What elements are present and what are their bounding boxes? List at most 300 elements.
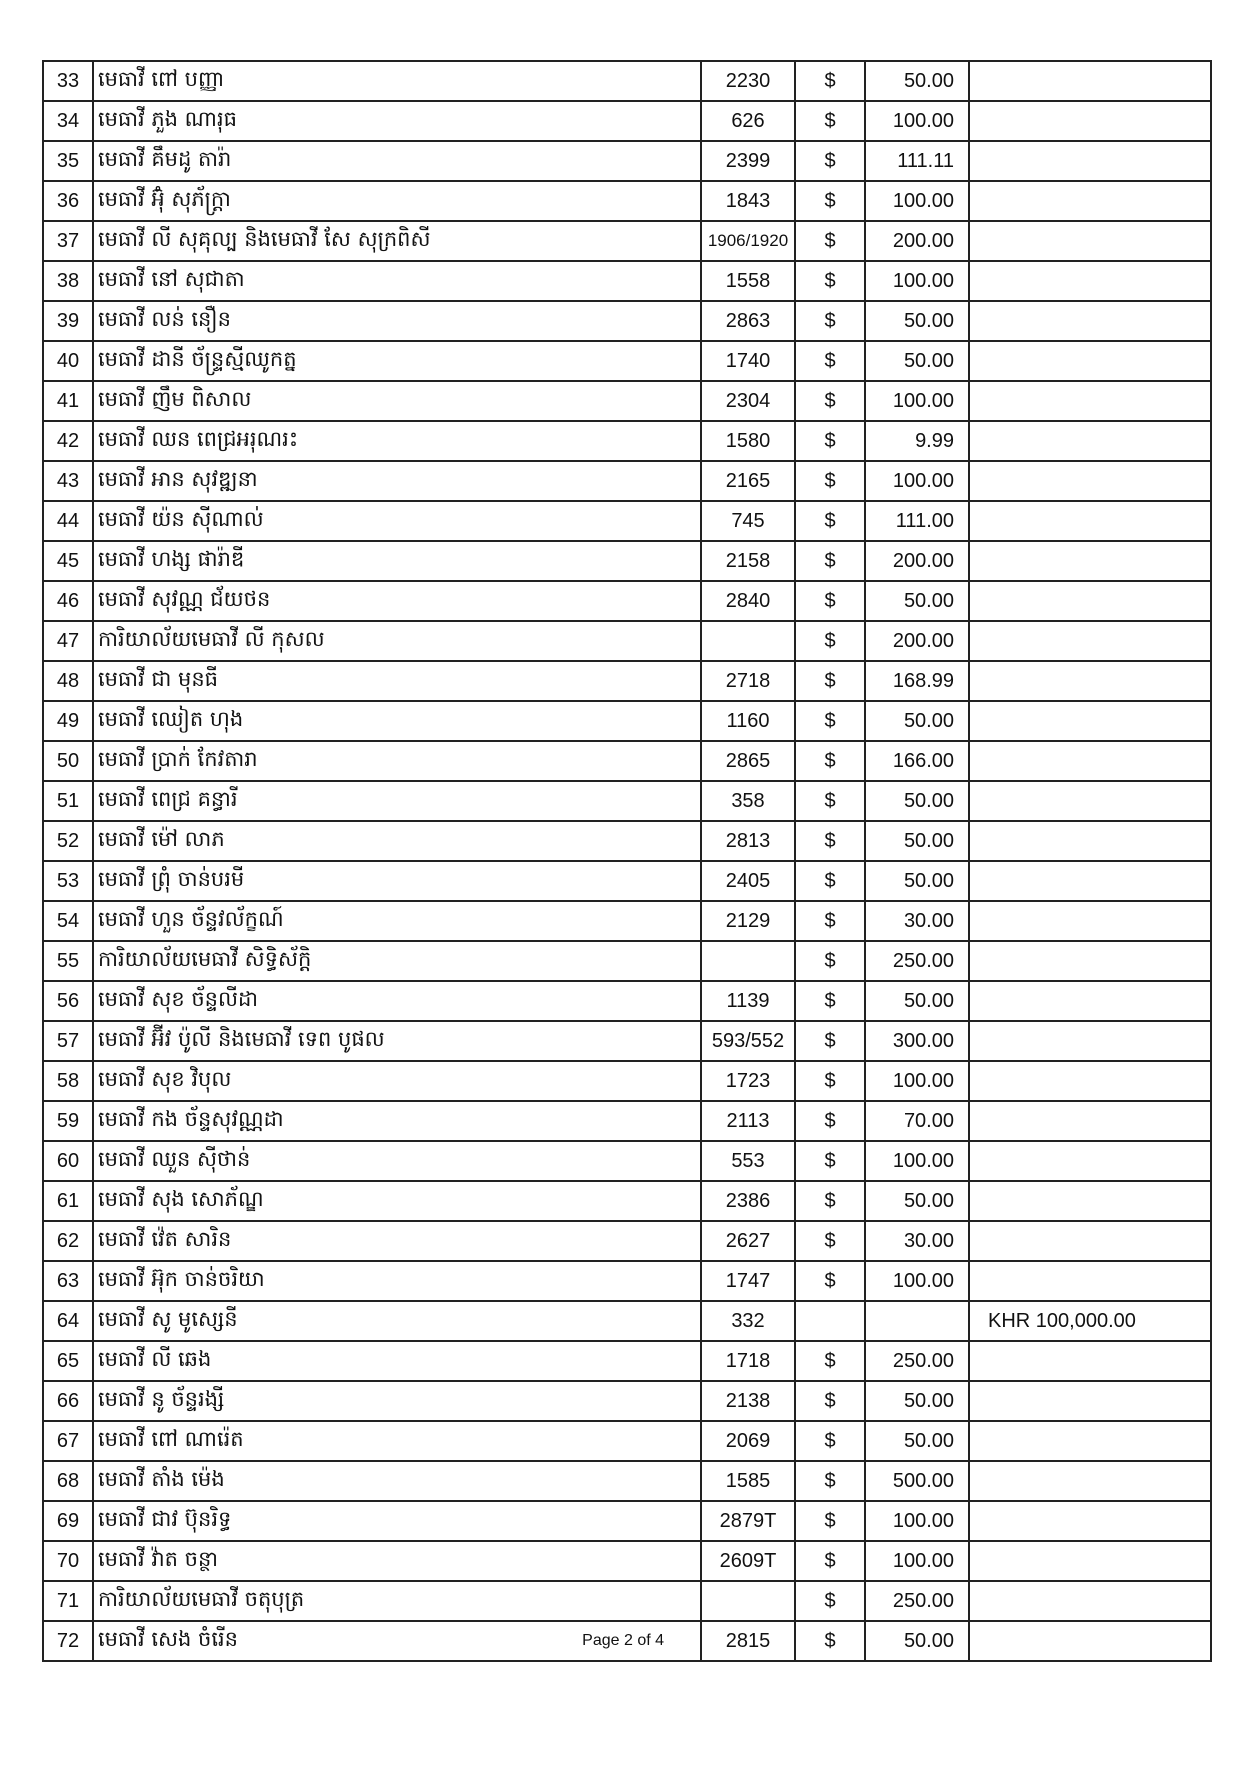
currency-symbol-text: $ — [824, 989, 836, 1012]
amount-khr — [969, 1021, 1211, 1061]
table-row — [43, 261, 1211, 301]
member-code — [701, 501, 795, 541]
lawyer-name — [93, 1021, 701, 1061]
amount-khr — [969, 1261, 1211, 1301]
amount-usd-text: 50.00 — [903, 869, 954, 892]
currency-symbol-text: $ — [824, 1269, 836, 1292]
amount-usd-text: 100.00 — [892, 189, 954, 212]
currency-symbol-text: $ — [824, 1429, 836, 1452]
member-code-text: 1723 — [725, 1069, 771, 1092]
row-number — [43, 1621, 93, 1661]
amount-usd-text: 70.00 — [903, 1109, 954, 1132]
amount-usd — [865, 1101, 969, 1141]
amount-khr — [969, 1381, 1211, 1421]
amount-khr — [969, 141, 1211, 181]
row-number — [43, 1381, 93, 1421]
amount-usd-text: 30.00 — [903, 1229, 954, 1252]
amount-usd-text: 50.00 — [903, 1189, 954, 1212]
lawyer-name — [93, 1461, 701, 1501]
currency-symbol — [795, 341, 865, 381]
row-number-text: 60 — [56, 1149, 80, 1172]
lawyer-name-text: មេធាវី ពៅ ណារ៉េត — [98, 1426, 244, 1451]
table-row — [43, 661, 1211, 701]
member-code — [701, 621, 795, 661]
member-code-text: 1558 — [725, 269, 771, 292]
member-code-text: 2069 — [725, 1429, 771, 1452]
row-number — [43, 301, 93, 341]
row-number-text: 58 — [56, 1069, 80, 1092]
currency-symbol — [795, 1101, 865, 1141]
row-number-text: 52 — [56, 829, 80, 852]
lawyer-name-text: ការិយាល័យមេធាវី លី កុសល — [98, 626, 325, 651]
lawyer-name — [93, 1261, 701, 1301]
table-row — [43, 861, 1211, 901]
row-number — [43, 261, 93, 301]
lawyer-name — [93, 1541, 701, 1581]
currency-symbol — [795, 1461, 865, 1501]
row-number — [43, 541, 93, 581]
currency-symbol — [795, 1541, 865, 1581]
amount-usd-text: 250.00 — [892, 1349, 954, 1372]
member-code-text: 1160 — [726, 709, 770, 732]
row-number — [43, 1221, 93, 1261]
table-row — [43, 1421, 1211, 1461]
row-number-text: 53 — [56, 869, 80, 892]
row-number-text: 62 — [56, 1229, 80, 1252]
currency-symbol — [795, 781, 865, 821]
currency-symbol — [795, 701, 865, 741]
lawyer-name — [93, 1421, 701, 1461]
row-number-text: 44 — [56, 509, 80, 532]
table-row — [43, 1341, 1211, 1381]
row-number — [43, 1541, 93, 1581]
currency-symbol-text: $ — [824, 1589, 836, 1612]
lawyer-name-text: មេធាវី លន់ នឿន — [98, 306, 231, 331]
lawyer-name — [93, 1501, 701, 1541]
member-code-text: 2863 — [725, 309, 771, 332]
currency-symbol-text: $ — [824, 1469, 836, 1492]
amount-usd — [865, 1061, 969, 1101]
table-row — [43, 781, 1211, 821]
lawyer-name — [93, 341, 701, 381]
row-number-text: 71 — [56, 1589, 80, 1612]
row-number-text: 41 — [56, 389, 80, 412]
currency-symbol-text: $ — [824, 549, 836, 572]
amount-khr — [969, 1541, 1211, 1581]
amount-khr — [969, 501, 1211, 541]
member-code — [701, 1461, 795, 1501]
amount-usd-text: 200.00 — [892, 629, 954, 652]
amount-usd — [865, 621, 969, 661]
lawyer-name-text: មេធាវី ជាវ ប៊ុនរិទ្ធ — [98, 1506, 232, 1531]
lawyer-name — [93, 861, 701, 901]
amount-usd — [865, 181, 969, 221]
lawyer-name — [93, 981, 701, 1021]
table-row — [43, 1221, 1211, 1261]
row-number — [43, 581, 93, 621]
row-number — [43, 141, 93, 181]
amount-khr — [969, 821, 1211, 861]
lawyer-name — [93, 1581, 701, 1621]
amount-khr — [969, 261, 1211, 301]
member-code-text: 1718 — [725, 1349, 771, 1372]
currency-symbol — [795, 461, 865, 501]
table-row — [43, 501, 1211, 541]
member-code — [701, 1261, 795, 1301]
currency-symbol — [795, 661, 865, 701]
currency-symbol-text: $ — [824, 589, 836, 612]
amount-usd-text: 100.00 — [892, 1269, 954, 1292]
row-number-text: 67 — [56, 1429, 80, 1452]
amount-usd — [865, 501, 969, 541]
table-row — [43, 1261, 1211, 1301]
amount-khr — [969, 1101, 1211, 1141]
amount-khr — [969, 981, 1211, 1021]
member-code — [701, 1101, 795, 1141]
member-code — [701, 1221, 795, 1261]
table-row — [43, 941, 1211, 981]
row-number-text: 45 — [56, 549, 80, 572]
lawyer-name — [93, 181, 701, 221]
lawyer-name — [93, 741, 701, 781]
member-code — [701, 221, 795, 261]
amount-usd-text: 250.00 — [892, 949, 954, 972]
member-code — [701, 181, 795, 221]
lawyer-name — [93, 821, 701, 861]
currency-symbol — [795, 301, 865, 341]
row-number-text: 40 — [56, 349, 80, 372]
currency-symbol — [795, 1221, 865, 1261]
currency-symbol-text: $ — [824, 429, 836, 452]
amount-usd-text: 300.00 — [892, 1029, 954, 1052]
currency-symbol-text: $ — [824, 189, 836, 212]
amount-khr — [969, 1181, 1211, 1221]
currency-symbol-text: $ — [824, 1229, 836, 1252]
amount-khr — [969, 941, 1211, 981]
member-code — [701, 1541, 795, 1581]
member-code-text: 2399 — [725, 149, 771, 172]
table-row — [43, 1581, 1211, 1621]
row-number — [43, 1581, 93, 1621]
lawyer-name — [93, 461, 701, 501]
amount-usd-text: 100.00 — [892, 1149, 954, 1172]
amount-usd-text: 50.00 — [903, 309, 954, 332]
row-number-text: 68 — [56, 1469, 80, 1492]
amount-usd — [865, 1581, 969, 1621]
row-number-text: 70 — [56, 1549, 80, 1572]
currency-symbol — [795, 381, 865, 421]
lawyer-name — [93, 901, 701, 941]
amount-khr — [969, 1461, 1211, 1501]
currency-symbol-text: $ — [824, 389, 836, 412]
currency-symbol-text: $ — [824, 1549, 836, 1572]
amount-usd-text: 100.00 — [892, 109, 954, 132]
table-row — [43, 1461, 1211, 1501]
amount-khr — [969, 381, 1211, 421]
currency-symbol — [795, 1341, 865, 1381]
table-row — [43, 541, 1211, 581]
amount-usd — [865, 741, 969, 781]
amount-khr — [969, 421, 1211, 461]
amount-usd — [865, 861, 969, 901]
row-number — [43, 861, 93, 901]
row-number-text: 46 — [56, 589, 80, 612]
table-row — [43, 1621, 1211, 1661]
lawyer-name-text: មេធាវី ហង្ស ផារ៉ាឌី — [98, 546, 245, 571]
lawyer-name — [93, 1221, 701, 1261]
row-number — [43, 1421, 93, 1461]
row-number — [43, 1061, 93, 1101]
currency-symbol-text: $ — [824, 629, 836, 652]
row-number-text: 39 — [56, 309, 80, 332]
lawyer-name-text: មេធាវី វ៉ាត ចន្ថា — [98, 1546, 218, 1571]
table-row — [43, 421, 1211, 461]
row-number-text: 35 — [56, 149, 80, 172]
lawyer-name-text: មេធាវី ព្រុំ ចាន់បរមី — [98, 866, 245, 891]
amount-usd-text: 50.00 — [903, 829, 954, 852]
amount-usd-text: 168.99 — [892, 669, 954, 692]
member-code — [701, 61, 795, 101]
currency-symbol-text: $ — [824, 229, 836, 252]
member-code-text: 358 — [731, 789, 765, 812]
amount-usd-text: 50.00 — [903, 1629, 954, 1652]
table-row — [43, 221, 1211, 261]
amount-usd-text: 50.00 — [903, 349, 954, 372]
table-row — [43, 1541, 1211, 1581]
currency-symbol-text: $ — [824, 109, 836, 132]
lawyer-name-text: មេធាវី ញឹម ពិសាល — [98, 386, 252, 411]
member-code — [701, 1381, 795, 1421]
amount-khr — [969, 781, 1211, 821]
currency-symbol-text: $ — [824, 1069, 836, 1092]
member-code-text: 1585 — [725, 1469, 771, 1492]
lawyer-name-text: មេធាវី ហួន ច័ន្ទវល័ក្ខណ៍ — [98, 906, 284, 931]
amount-khr — [969, 341, 1211, 381]
amount-usd-text: 50.00 — [903, 69, 954, 92]
lawyer-name-text: មេធាវី កង ច័ន្ទសុវណ្ណដា — [98, 1106, 284, 1131]
member-code-text: 2158 — [725, 549, 771, 572]
amount-khr — [969, 1621, 1211, 1661]
lawyer-name-text: មេធាវី ម៉ៅ លាភ — [98, 826, 225, 851]
row-number — [43, 701, 93, 741]
amount-khr — [969, 901, 1211, 941]
amount-usd-text: 50.00 — [903, 1389, 954, 1412]
amount-usd — [865, 381, 969, 421]
row-number — [43, 421, 93, 461]
member-code — [701, 901, 795, 941]
amount-usd-text: 50.00 — [903, 589, 954, 612]
member-code-text: 2865 — [725, 749, 771, 772]
table-row — [43, 701, 1211, 741]
member-code — [701, 301, 795, 341]
amount-usd — [865, 101, 969, 141]
lawyer-name — [93, 1181, 701, 1221]
amount-khr — [969, 581, 1211, 621]
member-code — [701, 1021, 795, 1061]
lawyer-name — [93, 581, 701, 621]
lawyer-name-text: មេធាវី យ៉ន ស៊ីណាល់ — [98, 506, 264, 531]
row-number — [43, 1181, 93, 1221]
lawyer-name — [93, 141, 701, 181]
currency-symbol — [795, 1301, 865, 1341]
member-code — [701, 541, 795, 581]
member-code-text: 2386 — [725, 1189, 771, 1212]
row-number — [43, 381, 93, 421]
currency-symbol-text: $ — [824, 869, 836, 892]
currency-symbol — [795, 141, 865, 181]
member-code-text: 2138 — [725, 1389, 771, 1412]
member-code — [701, 261, 795, 301]
row-number-text: 56 — [56, 989, 80, 1012]
member-code — [701, 1621, 795, 1661]
row-number — [43, 661, 93, 701]
lawyer-name-text: មេធាវី ឈៀត ហុង — [98, 706, 244, 731]
lawyer-name-text: មេធាវី ឈន ពេជ្រអរុណរះ — [98, 426, 299, 451]
table-row — [43, 581, 1211, 621]
member-code — [701, 981, 795, 1021]
currency-symbol-text: $ — [824, 1109, 836, 1132]
row-number — [43, 741, 93, 781]
table-row — [43, 61, 1211, 101]
row-number-text: 49 — [56, 709, 80, 732]
table-row — [43, 101, 1211, 141]
amount-usd — [865, 301, 969, 341]
amount-khr — [969, 1421, 1211, 1461]
row-number-text: 61 — [56, 1189, 80, 1212]
member-code-text: 2129 — [725, 909, 771, 932]
table-row — [43, 901, 1211, 941]
lawyer-name-text: មេធាវី សេង ចំរើន — [98, 1626, 238, 1651]
lawyer-name — [93, 701, 701, 741]
amount-usd — [865, 1381, 969, 1421]
currency-symbol-text: $ — [824, 269, 836, 292]
member-code-text: 2813 — [725, 829, 771, 852]
member-code — [701, 661, 795, 701]
lawyer-name-text: មេធាវី ដានី ច័ន្ទ្រស្មីឈូកត្ន — [98, 346, 297, 371]
amount-khr — [969, 181, 1211, 221]
table-row — [43, 1181, 1211, 1221]
currency-symbol-text: $ — [824, 69, 836, 92]
amount-usd — [865, 581, 969, 621]
table-row — [43, 1301, 1211, 1341]
amount-khr — [969, 1061, 1211, 1101]
row-number-text: 50 — [56, 749, 80, 772]
member-code — [701, 821, 795, 861]
member-code-text: 1747 — [725, 1269, 771, 1292]
lawyer-name-text: មេធាវី វ៉េត សារិន — [98, 1226, 232, 1251]
row-number — [43, 61, 93, 101]
table-row — [43, 621, 1211, 661]
lawyer-name — [93, 661, 701, 701]
lawyer-name-text: មេធាវី អ៊ុំ សុភ័ក្ត្រា — [98, 186, 231, 211]
member-code — [701, 341, 795, 381]
currency-symbol — [795, 621, 865, 661]
member-code-text: 2304 — [725, 389, 771, 412]
row-number — [43, 1501, 93, 1541]
lawyer-name — [93, 1341, 701, 1381]
amount-usd-text: 250.00 — [892, 1589, 954, 1612]
member-code-text: 2230 — [725, 69, 771, 92]
lawyer-name-text: មេធាវី លី ឆេង — [98, 1346, 212, 1371]
amount-khr — [969, 661, 1211, 701]
currency-symbol-text: $ — [824, 1189, 836, 1212]
currency-symbol — [795, 541, 865, 581]
member-code — [701, 1581, 795, 1621]
table-row — [43, 141, 1211, 181]
member-code — [701, 1301, 795, 1341]
amount-khr — [969, 1141, 1211, 1181]
lawyer-name — [93, 1061, 701, 1101]
table-row — [43, 341, 1211, 381]
member-code-text: 1843 — [725, 189, 771, 212]
member-code-text: 2718 — [725, 669, 771, 692]
amount-khr — [969, 1301, 1211, 1341]
currency-symbol-text: $ — [824, 1509, 836, 1532]
currency-symbol-text: $ — [824, 1629, 836, 1652]
amount-usd-text: 30.00 — [903, 909, 954, 932]
lawyer-name-text: មេធាវី សុង សោភ័ណ្ឌ — [98, 1186, 264, 1211]
row-number — [43, 1461, 93, 1501]
amount-usd — [865, 1021, 969, 1061]
row-number-text: 38 — [56, 269, 80, 292]
amount-usd — [865, 1261, 969, 1301]
row-number-text: 69 — [56, 1509, 80, 1532]
amount-khr — [969, 861, 1211, 901]
amount-usd — [865, 1341, 969, 1381]
currency-symbol — [795, 181, 865, 221]
row-number-text: 43 — [56, 469, 80, 492]
amount-usd — [865, 1621, 969, 1661]
row-number — [43, 181, 93, 221]
amount-usd — [865, 1141, 969, 1181]
currency-symbol — [795, 221, 865, 261]
lawyer-name — [93, 381, 701, 421]
currency-symbol — [795, 1261, 865, 1301]
member-code-text: 2815 — [725, 1629, 771, 1652]
amount-usd — [865, 1181, 969, 1221]
amount-usd — [865, 1541, 969, 1581]
amount-khr — [969, 741, 1211, 781]
amount-usd — [865, 461, 969, 501]
lawyer-name-text: មេធាវី នូ ច័ន្ទរង្សី — [98, 1386, 225, 1411]
lawyer-name — [93, 101, 701, 141]
amount-khr — [969, 701, 1211, 741]
row-number-text: 59 — [56, 1109, 80, 1132]
row-number — [43, 221, 93, 261]
lawyer-name — [93, 421, 701, 461]
row-number-text: 47 — [56, 629, 80, 652]
amount-usd — [865, 541, 969, 581]
currency-symbol — [795, 1141, 865, 1181]
member-code — [701, 1341, 795, 1381]
lawyer-name-text: មេធាវី សូ មូស្សេនី — [98, 1306, 238, 1331]
currency-symbol-text: $ — [824, 669, 836, 692]
lawyer-name-text: មេធាវី អាន សុវឌ្ឍនា — [98, 466, 258, 491]
amount-khr — [969, 461, 1211, 501]
amount-usd — [865, 1301, 969, 1341]
currency-symbol — [795, 581, 865, 621]
lawyer-name-text: មេធាវី ភួង ណារុធ — [98, 106, 237, 131]
currency-symbol-text: $ — [824, 909, 836, 932]
table-row — [43, 1061, 1211, 1101]
lawyer-name-text: មេធាវី ប្រាក់ កែវតារា — [98, 746, 258, 771]
member-code — [701, 781, 795, 821]
table-row — [43, 461, 1211, 501]
member-code-text: 626 — [731, 109, 765, 132]
table-row — [43, 1501, 1211, 1541]
currency-symbol-text: $ — [824, 949, 836, 972]
row-number — [43, 1341, 93, 1381]
